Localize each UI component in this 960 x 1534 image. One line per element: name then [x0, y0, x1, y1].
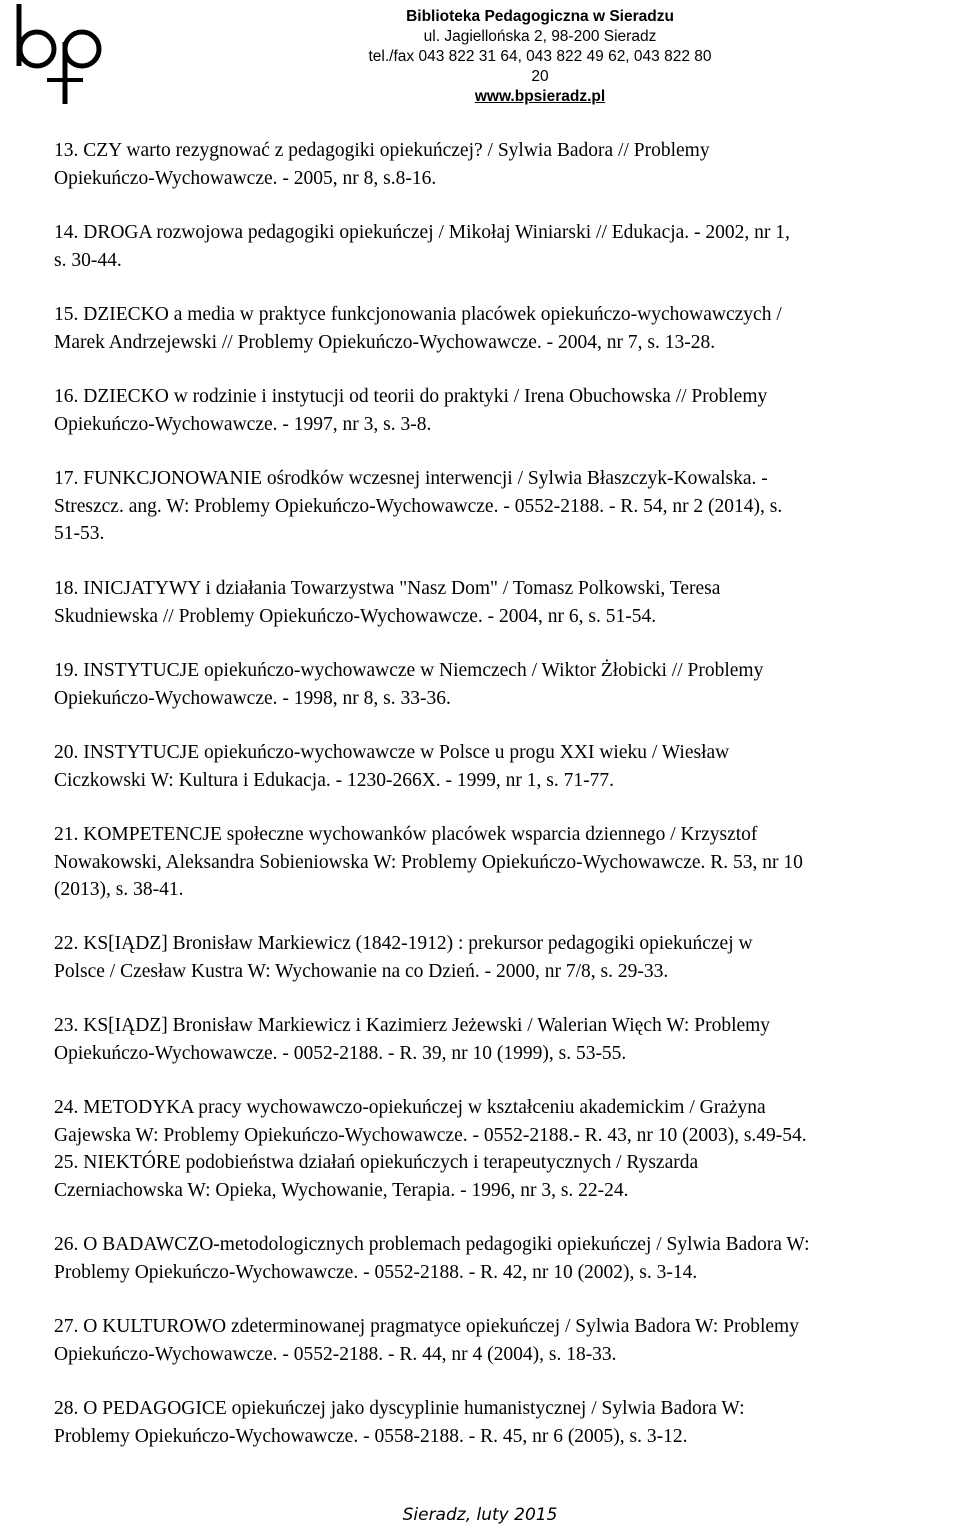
entry-line: 17. FUNKCJONOWANIE ośrodków wczesnej interwencji / Sylwia Błaszczyk-Kowalska. -	[54, 468, 768, 489]
entry-line: 19. INSTYTUCJE opiekuńczo-wychowawcze w Niemczech / Wiktor Żłobicki // Problemy	[54, 660, 764, 681]
page-header	[0, 0, 960, 110]
entry-line: 28. O PEDAGOGICE opiekuńczej jako dyscyplinie humanistycznej / Sylwia Badora W:	[54, 1398, 745, 1419]
entry-line: Czerniachowska W: Opieka, Wychowanie, Terapia. - 1996, nr 3, s. 22-24.	[54, 1179, 629, 1201]
bibliography-entry	[54, 465, 960, 548]
entry-line: (2013), s. 38-41.	[54, 879, 184, 901]
bibliography-entry	[54, 1231, 960, 1286]
entry-line: 14. DROGA rozwojowa pedagogiki opiekuńczej / Mikołaj Winiarski // Edukacja. - 2002, nr 1,	[54, 222, 790, 243]
entry-line: 27. O KULTUROWO zdeterminowanej pragmatyce opiekuńczej / Sylwia Badora W: Problemy	[54, 1316, 799, 1337]
entry-line: Problemy Opiekuńczo-Wychowawcze. - 0552-2188. - R. 42, nr 10 (2002), s. 3-14.	[54, 1261, 698, 1283]
bibliography-entry	[54, 219, 960, 274]
entry-line: 18. INICJATYWY i działania Towarzystwa "Nasz Dom" / Tomasz Polkowski, Teresa	[54, 578, 721, 599]
bibliography-entry	[54, 301, 960, 356]
entry-line: 25. NIEKTÓRE podobieństwa działań opiekuńczych i terapeutycznych / Ryszarda	[54, 1152, 699, 1173]
bibliography-entry	[54, 657, 960, 712]
entry-line: Nowakowski, Aleksandra Sobieniowska W: Problemy Opiekuńczo-Wychowawcze. R. 53, nr 10	[54, 851, 803, 873]
bibliography-entry	[54, 137, 960, 192]
entry-line: Marek Andrzejewski // Problemy Opiekuńczo-Wychowawcze. - 2004, nr 7, s. 13-28.	[54, 331, 716, 353]
entry-line: Skudniewska // Problemy Opiekuńczo-Wychowawcze. - 2004, nr 6, s. 51-54.	[54, 605, 657, 627]
entry-line: 51-53.	[54, 523, 105, 545]
entry-line: Opiekuńczo-Wychowawcze. - 0552-2188. - R. 44, nr 4 (2004), s. 18-33.	[54, 1343, 617, 1365]
bibliography-entry	[54, 1012, 960, 1067]
library-contact-info	[360, 7, 720, 107]
entry-line: Problemy Opiekuńczo-Wychowawcze. - 0558-2188. - R. 45, nr 6 (2005), s. 3-12.	[54, 1425, 688, 1447]
entry-line: Opiekuńczo-Wychowawcze. - 2005, nr 8, s.8-16.	[54, 167, 437, 189]
entry-line: Ciczkowski W: Kultura i Edukacja. - 1230-266X. - 1999, nr 1, s. 71-77.	[54, 769, 614, 791]
bibliography-entry	[54, 1149, 960, 1204]
bibliography-entry	[54, 930, 960, 985]
library-phone: tel./fax 043 822 31 64, 043 822 49 62, 043 822 80 20	[368, 48, 712, 85]
entry-line: Polsce / Czesław Kustra W: Wychowanie na co Dzień. - 2000, nr 7/8, s. 29-33.	[54, 960, 669, 982]
page-footer: Sieradz, luty 2015	[402, 1505, 558, 1525]
entry-line: 24. METODYKA pracy wychowawczo-opiekuńczej w kształceniu akademickim / Grażyna	[54, 1097, 766, 1118]
entry-line: Gajewska W: Problemy Opiekuńczo-Wychowawcze. - 0552-2188.- R. 43, nr 10 (2003), s.49-54.	[54, 1124, 807, 1146]
entry-line: Opiekuńczo-Wychowawcze. - 0052-2188. - R. 39, nr 10 (1999), s. 53-55.	[54, 1042, 627, 1064]
entry-line: Opiekuńczo-Wychowawcze. - 1998, nr 8, s. 33-36.	[54, 687, 451, 709]
library-website-link[interactable]: www.bpsieradz.pl	[474, 88, 606, 105]
entry-line: 23. KS[IĄDZ] Bronisław Markiewicz i Kazimierz Jeżewski / Walerian Więch W: Problemy	[54, 1015, 771, 1036]
entry-line: 15. DZIECKO a media w praktyce funkcjonowania placówek opiekuńczo-wychowawczych /	[54, 304, 782, 325]
library-name: Biblioteka Pedagogiczna w Sieradzu	[406, 8, 674, 25]
entry-line: 21. KOMPETENCJE społeczne wychowanków placówek wsparcia dziennego / Krzysztof	[54, 824, 758, 845]
bibliography-entry	[54, 739, 960, 794]
bibliography-entry	[54, 383, 960, 438]
entry-line: s. 30-44.	[54, 249, 122, 271]
bp-library-logo-icon	[10, 2, 110, 106]
entry-line: 22. KS[IĄDZ] Bronisław Markiewicz (1842-1912) : prekursor pedagogiki opiekuńczej w	[54, 933, 753, 954]
entry-line: 16. DZIECKO w rodzinie i instytucji od teorii do praktyki / Irena Obuchowska // Problemy	[54, 386, 768, 407]
bibliography-entry	[54, 1395, 960, 1450]
bibliography-entry	[54, 575, 960, 630]
entry-line: 20. INSTYTUCJE opiekuńczo-wychowawcze w Polsce u progu XXI wieku / Wiesław	[54, 742, 730, 763]
entry-line: Streszcz. ang. W: Problemy Opiekuńczo-Wychowawcze. - 0552-2188. - R. 54, nr 2 (2014), s.	[54, 495, 783, 517]
bibliography-entry	[54, 1313, 960, 1368]
bibliography-entry	[54, 821, 960, 904]
bibliography-entry	[54, 1094, 960, 1149]
entry-line: Opiekuńczo-Wychowawcze. - 1997, nr 3, s. 3-8.	[54, 413, 432, 435]
library-address: ul. Jagiellońska 2, 98-200 Sieradz	[423, 28, 657, 45]
entry-line: 26. O BADAWCZO-metodologicznych problemach pedagogiki opiekuńczej / Sylwia Badora W:	[54, 1234, 810, 1255]
entry-line: 13. CZY warto rezygnować z pedagogiki opiekuńczej? / Sylwia Badora // Problemy	[54, 140, 710, 161]
